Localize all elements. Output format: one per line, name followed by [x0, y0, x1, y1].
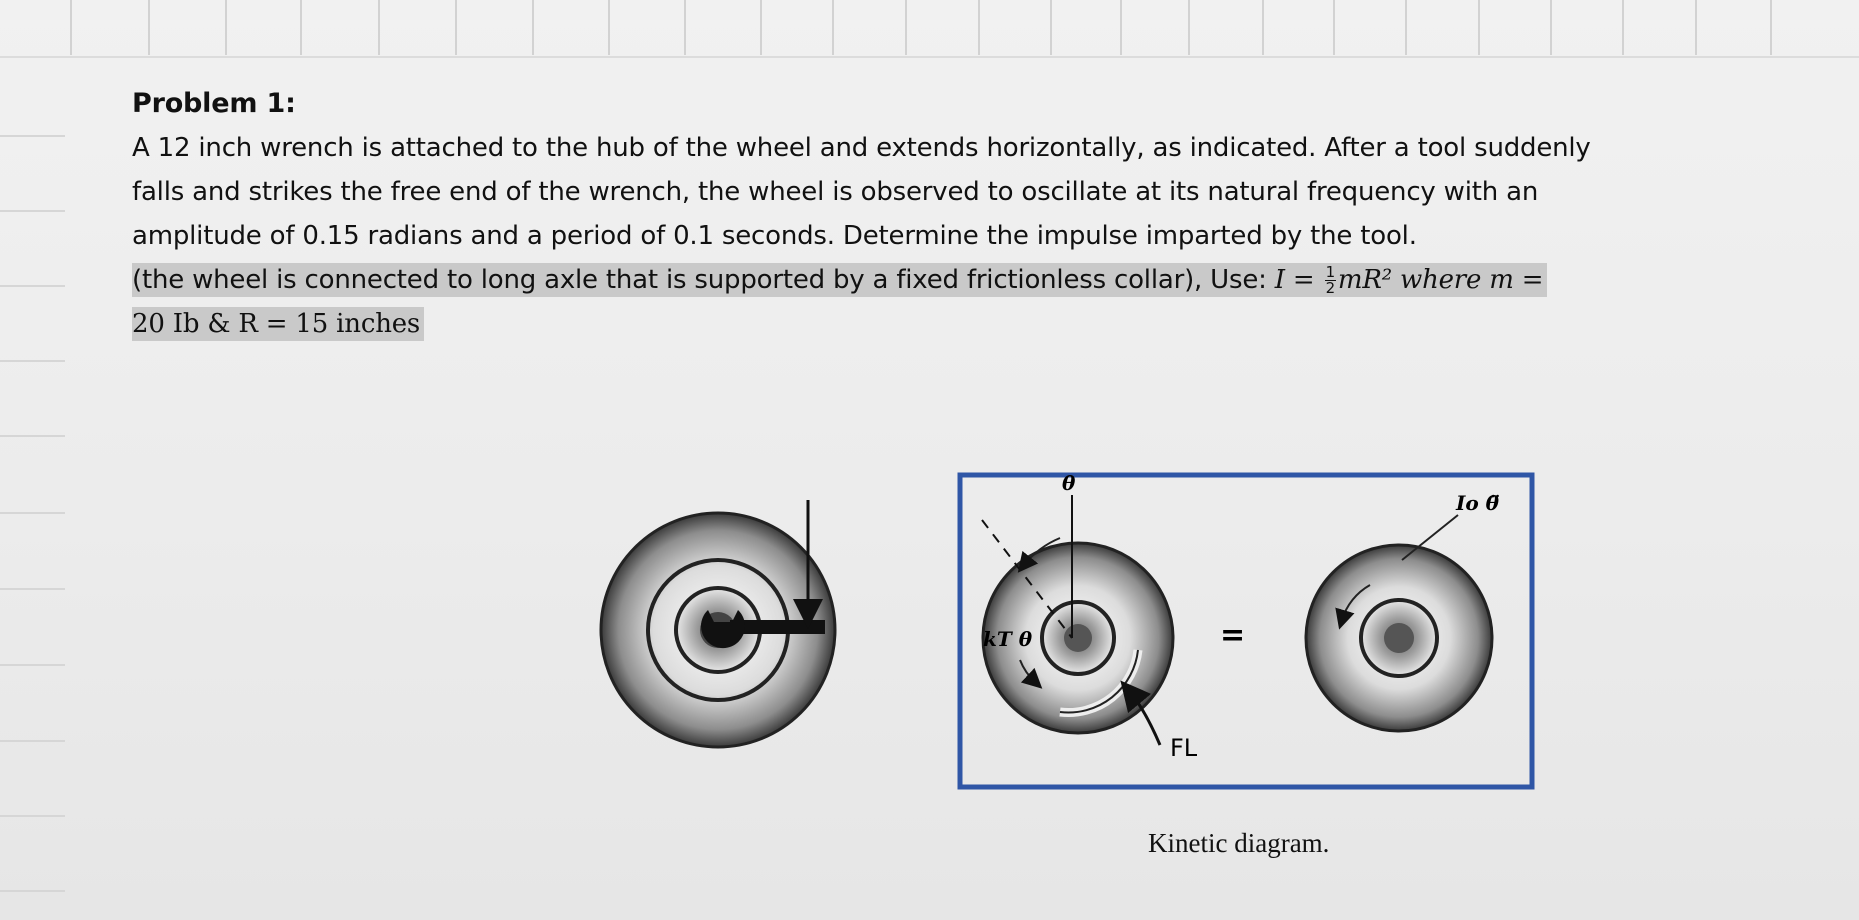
grid-line	[905, 0, 907, 55]
grid-line	[0, 210, 65, 212]
kinetic-hub-center	[1384, 623, 1414, 653]
grid-line	[1188, 0, 1190, 55]
grid-line	[0, 890, 65, 892]
grid-line	[0, 285, 65, 287]
grid-line	[0, 512, 65, 514]
grid-line	[1262, 0, 1264, 55]
problem-statement	[132, 82, 1692, 346]
spring-label: kT θ	[983, 627, 1033, 651]
wheel-figure	[590, 460, 1570, 880]
grid-line	[0, 740, 65, 742]
figure-caption: Kinetic diagram.	[1148, 828, 1330, 858]
grid-line	[300, 0, 302, 55]
grid-line	[0, 664, 65, 666]
equals-sign: =	[1220, 618, 1246, 653]
top-divider	[0, 56, 1859, 58]
grid-line	[1333, 0, 1335, 55]
free-body-wheel	[982, 471, 1198, 762]
problem-line-2: falls and strikes the free end of the wrench, the wheel is observed to oscillate at its natural frequency with an	[132, 177, 1539, 207]
inertia-label: Io θ̈	[1456, 491, 1499, 515]
grid-line	[0, 135, 65, 137]
problem-line-4	[132, 258, 1692, 302]
grid-line	[455, 0, 457, 55]
grid-line	[760, 0, 762, 55]
grid-line	[148, 0, 150, 55]
problem-line-1: A 12 inch wrench is attached to the hub of the wheel and extends horizontally, as indicated. After a tool suddenly	[132, 133, 1591, 163]
fraction-numerator: 1	[1325, 263, 1335, 281]
condition-text: (the wheel is connected to long axle that is supported by a fixed frictionless collar), Use:	[132, 265, 1275, 295]
grid-line	[608, 0, 610, 55]
grid-line	[1050, 0, 1052, 55]
grid-line	[1770, 0, 1772, 55]
fraction-denominator: 2	[1325, 279, 1335, 297]
grid-line	[1405, 0, 1407, 55]
figure-svg	[590, 460, 1570, 880]
fbd-hub-center	[1064, 624, 1092, 652]
grid-line	[0, 815, 65, 817]
grid-line	[978, 0, 980, 55]
grid-line	[832, 0, 834, 55]
grid-line	[1120, 0, 1122, 55]
equation-rhs: mR² where m =	[1337, 265, 1544, 295]
grid-line	[225, 0, 227, 55]
problem-title: Problem 1:	[132, 88, 296, 119]
grid-line	[1550, 0, 1552, 55]
problem-line-5	[132, 302, 1692, 346]
highlighted-condition	[132, 263, 1547, 297]
problem-line-3: amplitude of 0.15 radians and a period of 0.1 seconds. Determine the impulse imparted by the tool.	[132, 221, 1417, 251]
grid-line	[378, 0, 380, 55]
equation-lhs: I =	[1274, 265, 1315, 295]
grid-line	[1695, 0, 1697, 55]
grid-line	[1622, 0, 1624, 55]
wheel-with-wrench	[601, 500, 835, 747]
friction-label: FL	[1170, 734, 1198, 762]
kinetic-wheel	[1306, 491, 1500, 731]
grid-line	[0, 435, 65, 437]
grid-line	[70, 0, 72, 55]
grid-line	[0, 360, 65, 362]
fraction-half	[1325, 265, 1336, 296]
grid-line	[1478, 0, 1480, 55]
grid-line	[684, 0, 686, 55]
theta-label: θ	[1062, 471, 1076, 495]
grid-line	[532, 0, 534, 55]
grid-line	[0, 588, 65, 590]
given-values: 20 Ib & R = 15 inches	[132, 307, 424, 341]
